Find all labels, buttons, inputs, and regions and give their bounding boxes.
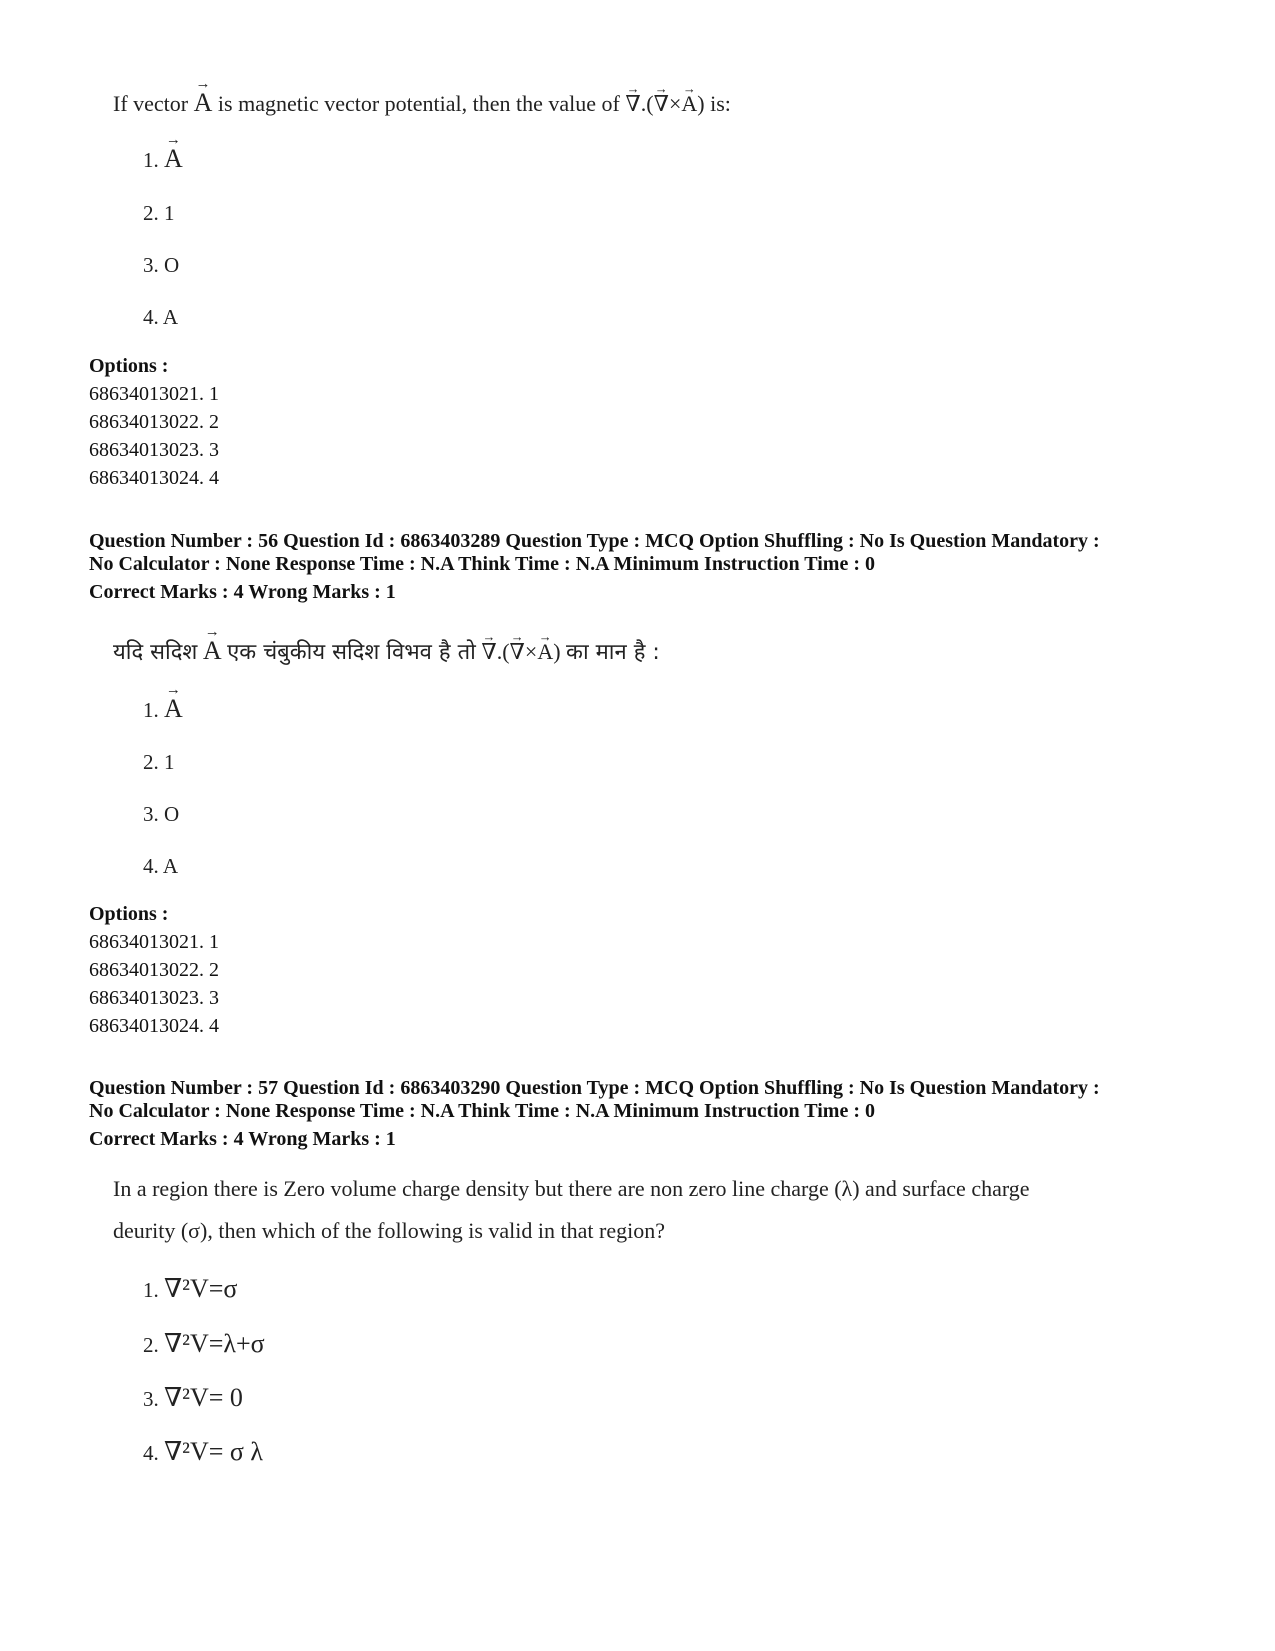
choice-1 bbox=[143, 1274, 237, 1304]
nabla-symbol: → ∇ bbox=[625, 93, 640, 115]
close-paren: ) bbox=[697, 91, 705, 116]
question-56-meta bbox=[89, 530, 1209, 604]
options-heading: Options : bbox=[89, 903, 169, 925]
vector-a-symbol-2: → A bbox=[537, 641, 553, 663]
options-list-55 bbox=[89, 352, 219, 492]
choice-3: 3. O bbox=[143, 802, 180, 826]
close-paren: ) bbox=[553, 639, 561, 664]
option-item: 68634013022. 2 bbox=[89, 411, 219, 433]
option-item: 68634013024. 4 bbox=[89, 467, 219, 489]
options-heading: Options : bbox=[89, 355, 169, 377]
choice-4: 4. A bbox=[143, 305, 179, 329]
choice-expression: ∇²V=λ+σ bbox=[164, 1329, 265, 1358]
choice-3: 3. O bbox=[143, 253, 180, 277]
choice-expression: ∇²V= σ λ bbox=[164, 1437, 264, 1466]
option-item: 68634013023. 3 bbox=[89, 439, 219, 461]
meta-line-2: No Calculator : None Response Time : N.A Think Time : N.A Minimum Instruction Time : 0 bbox=[89, 553, 875, 575]
meta-line-1: Question Number : 57 Question Id : 6863403290 Question Type : MCQ Option Shuffling : No Is Question Mandatory : bbox=[89, 1077, 1100, 1099]
choice-number: 2. bbox=[143, 1333, 159, 1357]
stem-suffix: का मान है : bbox=[566, 640, 660, 665]
stem-suffix: is: bbox=[710, 91, 731, 116]
vector-a-symbol: → A bbox=[203, 638, 222, 664]
nabla-symbol-2: → ∇ bbox=[654, 93, 669, 115]
option-item: 68634013024. 4 bbox=[89, 1015, 219, 1037]
vector-a-symbol: → A bbox=[194, 90, 213, 116]
option-item: 68634013022. 2 bbox=[89, 959, 219, 981]
question-56-image bbox=[113, 630, 1013, 890]
stem-mid: एक चंबुकीय सदिश विभव है तो bbox=[227, 640, 476, 665]
vector-a-symbol-2: → A bbox=[681, 93, 697, 115]
stem-mid: is magnetic vector potential, then the value of bbox=[217, 91, 620, 116]
nabla-symbol: → ∇ bbox=[481, 641, 496, 663]
nabla-symbol-2: → ∇ bbox=[510, 641, 525, 663]
choice-1 bbox=[143, 146, 183, 173]
question-57-meta bbox=[89, 1077, 1209, 1151]
choice-number: 4. bbox=[143, 1441, 159, 1465]
choice-expression: ∇²V= 0 bbox=[164, 1383, 243, 1412]
option-item: 68634013023. 3 bbox=[89, 987, 219, 1009]
vector-a-symbol: → A bbox=[164, 696, 183, 722]
choice-number: 3. bbox=[143, 1387, 159, 1411]
choice-4: 4. A bbox=[143, 854, 179, 878]
choice-4 bbox=[143, 1437, 263, 1467]
choice-number: 1. bbox=[143, 1278, 159, 1302]
cross-symbol: × bbox=[524, 639, 538, 664]
choice-2: 2. 1 bbox=[143, 201, 175, 225]
question-55-image bbox=[113, 82, 1013, 342]
option-item: 68634013021. 1 bbox=[89, 383, 219, 405]
meta-line-2: No Calculator : None Response Time : N.A Think Time : N.A Minimum Instruction Time : 0 bbox=[89, 1100, 875, 1122]
question-56-stem bbox=[113, 636, 660, 666]
meta-line-1: Question Number : 56 Question Id : 6863403289 Question Type : MCQ Option Shuffling : No Is Question Mandatory : bbox=[89, 530, 1100, 552]
option-item: 68634013021. 1 bbox=[89, 931, 219, 953]
vector-a-symbol: → A bbox=[164, 146, 183, 172]
choice-number: 1. bbox=[143, 148, 159, 172]
stem-prefix: यदि सदिश bbox=[113, 640, 198, 665]
choice-3 bbox=[143, 1383, 243, 1413]
marks-line: Correct Marks : 4 Wrong Marks : 1 bbox=[89, 1128, 396, 1150]
question-57-stem-line-1: In a region there is Zero volume charge density but there are non zero line charge (λ) and surface charge bbox=[113, 1176, 1030, 1201]
choice-number: 1. bbox=[143, 698, 159, 722]
cross-symbol: × bbox=[668, 91, 682, 116]
choice-expression: ∇²V=σ bbox=[164, 1274, 238, 1303]
marks-line: Correct Marks : 4 Wrong Marks : 1 bbox=[89, 581, 396, 603]
choice-2: 2. 1 bbox=[143, 750, 175, 774]
choice-2 bbox=[143, 1329, 265, 1359]
options-list-56 bbox=[89, 900, 219, 1040]
stem-prefix: If vector bbox=[113, 91, 189, 116]
dot-paren: .( bbox=[496, 639, 510, 664]
question-57-stem-line-2: deurity (σ), then which of the following is valid in that region? bbox=[113, 1218, 665, 1243]
choice-1 bbox=[143, 696, 183, 723]
dot-paren: .( bbox=[640, 91, 654, 116]
question-57-image bbox=[113, 1176, 1113, 1476]
question-55-stem bbox=[113, 90, 731, 117]
